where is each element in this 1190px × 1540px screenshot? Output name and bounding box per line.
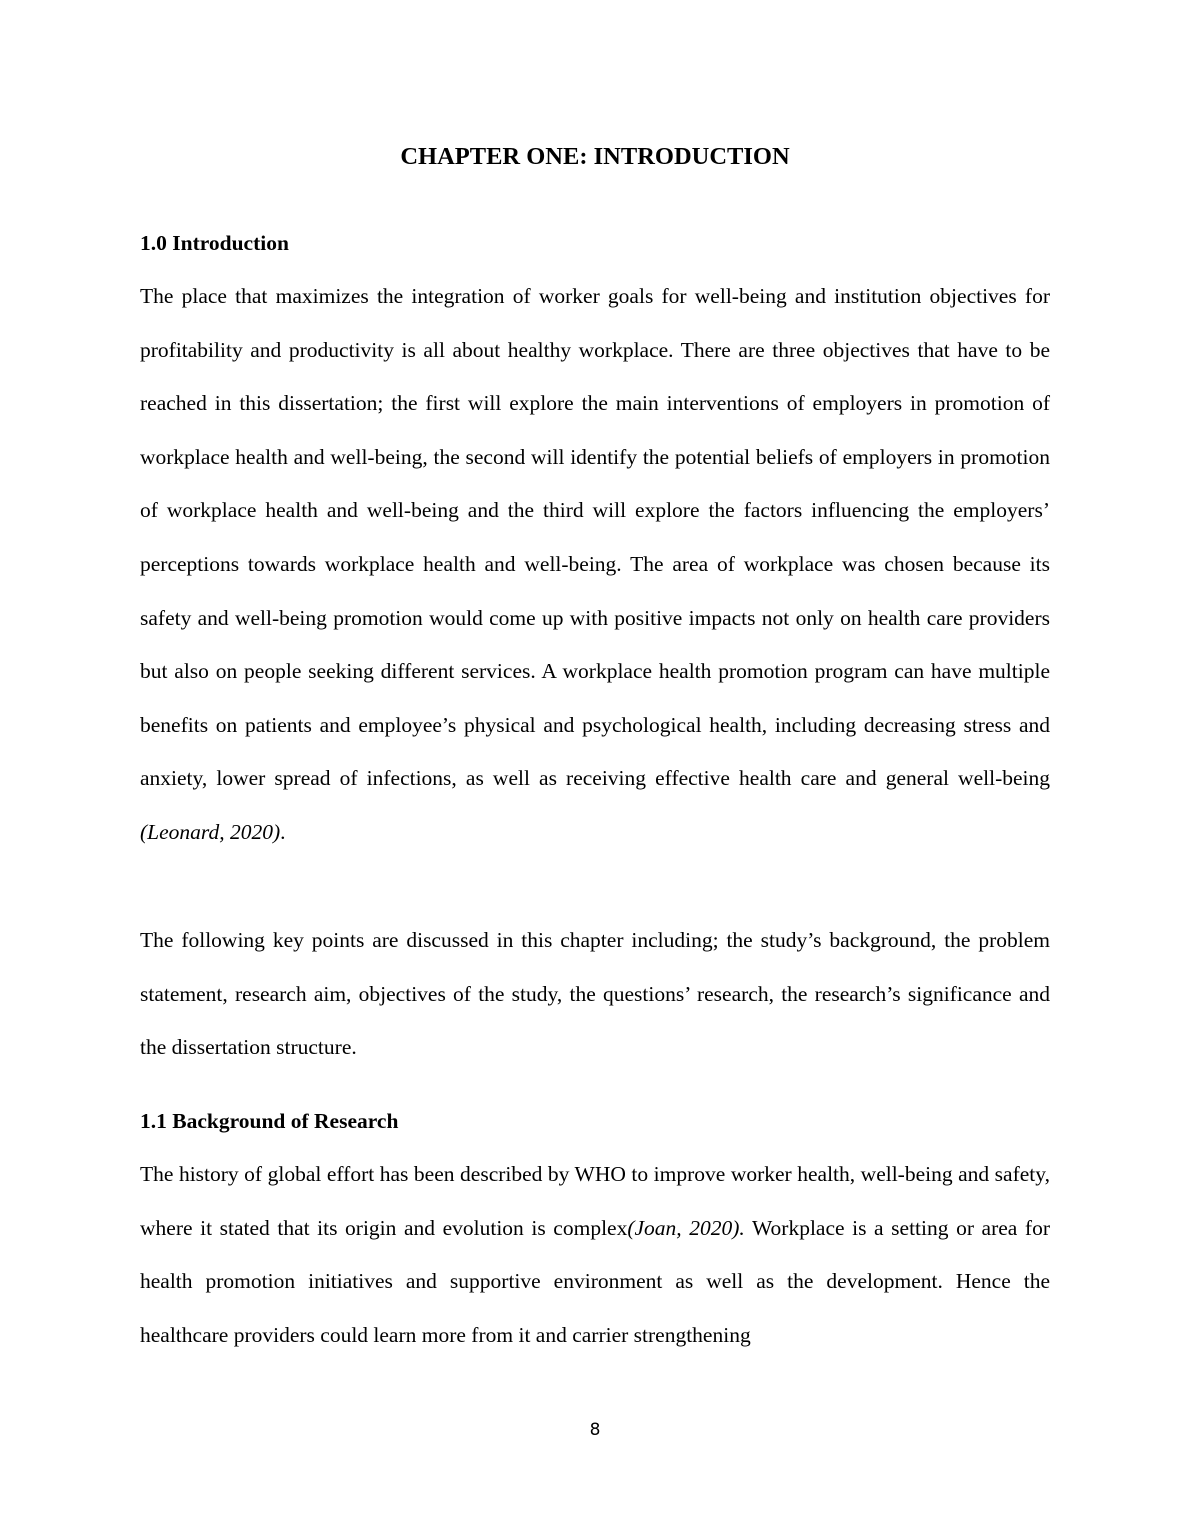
paragraph-text: The place that maximizes the integration of worker goals for well-being and institution objectives for profitability and productivity is all about healthy workplace. There are three objectives that have to be reached in this dissertation; the first will explore the main interventions of employers in promotion of workplace health and well-being, the second will identify the potential beliefs of employers in promotion of workplace health and well-being and the third will explore the factors influencing the employers’ perceptions towards workplace health and well-being. The area of workplace was chosen because its safety and well-being promotion would come up with positive impacts not only on health care providers but also on people seeking different services. A workplace health promotion program can have multiple benefits on patients and employee’s physical and psychological health, including decreasing stress and anxiety, lower spread of infections, as well as receiving effective health care and general well-being — [140, 284, 1050, 791]
page-number: 8 — [589, 1420, 601, 1440]
background-paragraph-1 — [140, 1148, 1050, 1362]
paragraph-text-after: Workplace is a setting or area for health promotion initiatives and supportive environment as well as the development. Hence the healthcare providers could learn more from it and carrier strengthening — [140, 1215, 1050, 1347]
paragraph-end: . — [280, 819, 286, 844]
section-heading-background: 1.1 Background of Research — [140, 1109, 399, 1133]
paragraph-text-before: The history of global effort has been described by WHO to improve worker health, well-being and safety, where it stated that its origin and evolution is complex — [140, 1162, 1050, 1240]
citation-leonard: (Leonard, 2020) — [140, 819, 281, 844]
introduction-paragraph-1 — [140, 270, 1050, 860]
introduction-paragraph-2: The following key points are discussed in this chapter including; the study’s background, the problem statement, research aim, objectives of the study, the questions’ research, the research’s significance and the dissertation structure. — [140, 928, 1050, 1060]
citation-joan: (Joan, 2020). — [627, 1215, 745, 1240]
chapter-title: CHAPTER ONE: INTRODUCTION — [400, 143, 790, 170]
section-heading-introduction: 1.0 Introduction — [140, 231, 289, 255]
